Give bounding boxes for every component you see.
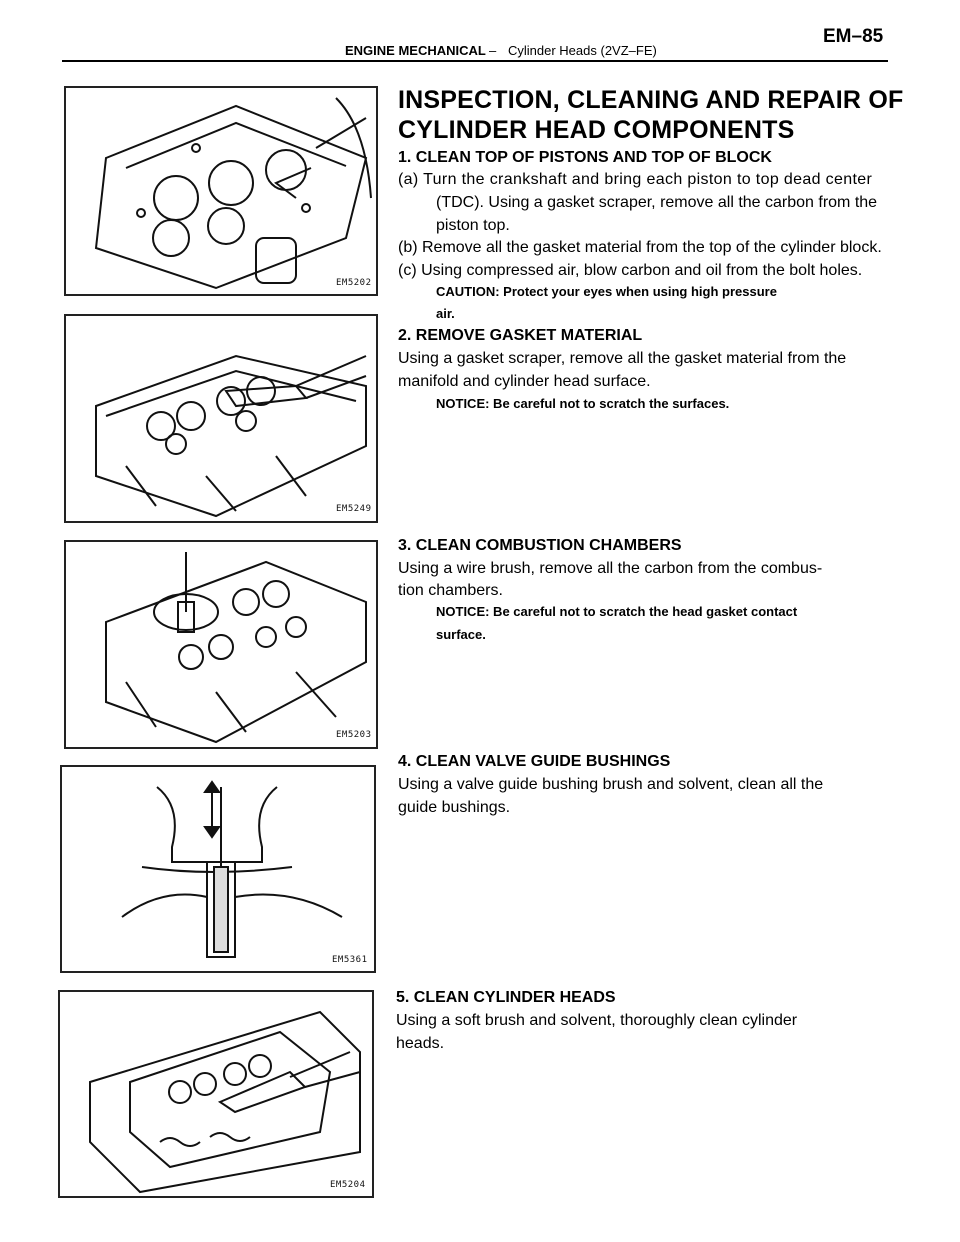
page-number: EM–85 <box>823 26 884 47</box>
figure-code: EM5249 <box>336 504 372 514</box>
step-3-line-2: tion chambers. <box>398 582 503 599</box>
step-5-heading: 5. CLEAN CYLINDER HEADS <box>396 989 616 1006</box>
step-5-line-1: Using a soft brush and solvent, thoroughly clean cylinder <box>396 1012 798 1029</box>
figure-gasket-scraper <box>64 314 378 523</box>
figure-combustion-chamber <box>64 540 378 749</box>
figure-code: EM5203 <box>336 730 372 740</box>
valve-guide-brush-illustration <box>62 767 374 971</box>
wire-brush-combustion-chamber-illustration <box>66 542 376 747</box>
soft-brush-cylinder-head-illustration <box>60 992 372 1196</box>
figure-cylinder-head-cleaning <box>58 990 374 1198</box>
step-4-line-2: guide bushings. <box>398 799 511 816</box>
cylinder-block-scraper-illustration <box>66 88 376 294</box>
step-1-heading: 1. CLEAN TOP OF PISTONS AND TOP OF BLOCK <box>398 149 772 166</box>
step-1-b: (b) Remove all the gasket material from the top of the cylinder block. <box>398 239 882 256</box>
page-title-line-2: CYLINDER HEAD COMPONENTS <box>398 116 795 144</box>
figure-code: EM5204 <box>330 1180 366 1190</box>
step-2-heading: 2. REMOVE GASKET MATERIAL <box>398 327 643 344</box>
step-4-line-1: Using a valve guide bushing brush and solvent, clean all the <box>398 776 824 793</box>
figure-code: EM5361 <box>332 955 368 965</box>
header-section: ENGINE MECHANICAL <box>345 43 486 58</box>
step-1-a-line-1: (a) Turn the crankshaft and bring each piston to top dead center <box>398 171 873 188</box>
step-1-caution-line-2: air. <box>436 306 455 321</box>
step-1-c: (c) Using compressed air, blow carbon and oil from the bolt holes. <box>398 262 863 279</box>
step-5-line-2: heads. <box>396 1035 445 1052</box>
header-subsection: Cylinder Heads (2VZ–FE) <box>508 43 657 58</box>
figure-cylinder-block <box>64 86 378 296</box>
step-3-heading: 3. CLEAN COMBUSTION CHAMBERS <box>398 537 682 554</box>
step-1-a-line-3: piston top. <box>436 217 510 234</box>
step-2-line-2: manifold and cylinder head surface. <box>398 373 651 390</box>
step-2-line-1: Using a gasket scraper, remove all the gasket material from the <box>398 350 847 367</box>
step-1-a-line-2: (TDC). Using a gasket scraper, remove all the carbon from the <box>436 194 878 211</box>
figure-valve-guide <box>60 765 376 973</box>
header-separator: – <box>489 43 497 58</box>
step-4-heading: 4. CLEAN VALVE GUIDE BUSHINGS <box>398 753 671 770</box>
step-1-caution-line-1: CAUTION: Protect your eyes when using high pressure <box>436 284 777 299</box>
head-gasket-scraper-illustration <box>66 316 376 521</box>
step-3-notice-line-2: surface. <box>436 627 486 642</box>
figure-code: EM5202 <box>336 278 372 288</box>
step-3-notice-line-1: NOTICE: Be careful not to scratch the head gasket contact <box>436 604 798 619</box>
step-2-notice: NOTICE: Be careful not to scratch the surfaces. <box>436 396 730 411</box>
header-rule <box>62 60 888 62</box>
step-3-line-1: Using a wire brush, remove all the carbon from the combus- <box>398 560 823 577</box>
page-title-line-1: INSPECTION, CLEANING AND REPAIR OF <box>398 86 904 114</box>
